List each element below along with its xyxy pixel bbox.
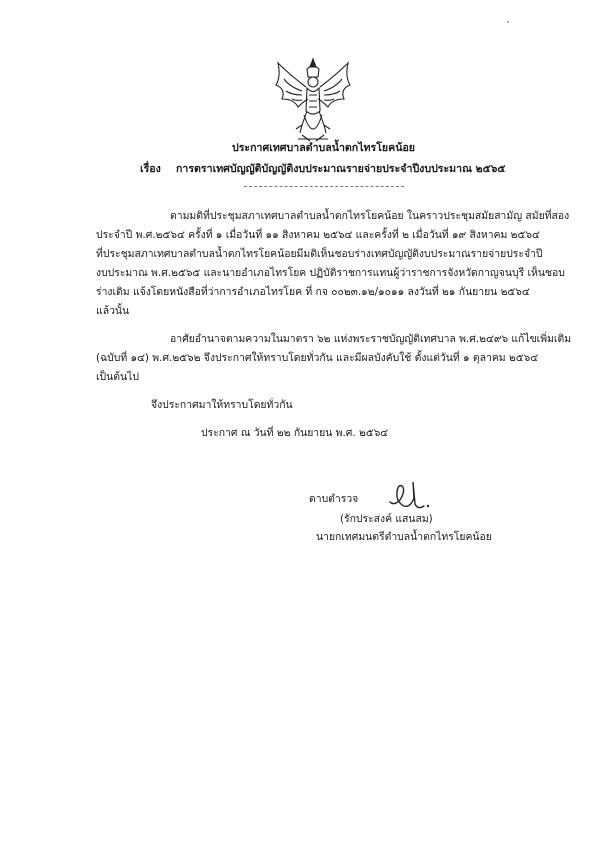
date-line: ประกาศ ณ วันที่ ๒๒ กันยายน พ.ศ. ๒๕๖๔ — [201, 427, 389, 439]
handwritten-signature — [380, 476, 440, 516]
para1-line: ร่างเดิม แจ้งโดยหนังสือที่ว่าการอำเภอไทรโยค ที่ กจ ๐๐๒๓.๑๒/๑๐๑๑ ลงวันที่ ๒๑ กันยายน ๒๕๖๔ — [96, 286, 530, 298]
scan-dot — [507, 21, 509, 23]
para1-line: ตามมติที่ประชุมสภาเทศบาลตำบลน้ำตกไทรโยคน้อย ในคราวประชุมสมัยสามัญ สมัยที่สอง — [170, 210, 570, 222]
para1-line: ที่ประชุมสภาเทศบาลตำบลน้ำตกไทรโยคน้อยมีมติเห็นชอบร่างเทศบัญญัติงบประมาณรายจ่ายประจำปี — [96, 248, 543, 260]
subject-text: การตราเทศบัญญัติบัญญัติงบประมาณรายจ่ายประจำปีงบประมาณ ๒๕๖๕ — [176, 163, 506, 175]
para1-line: แล้วนั้น — [96, 305, 130, 317]
signer-title: ดาบตำรวจ — [309, 493, 359, 505]
subject-label: เรื่อง — [140, 163, 161, 175]
header-divider — [244, 186, 404, 187]
announce-line: จึงประกาศมาให้ทราบโดยทั่วกัน — [151, 399, 293, 411]
para2-line: (ฉบับที่ ๑๔) พ.ศ.๒๕๖๒ จึงประกาศให้ทราบโดยทั่วกัน และมีผลบังคับใช้ ตั้งแต่วันที่ ๑ ตุลาคม ๒๕๖๔ — [96, 352, 539, 364]
para2-line: อาศัยอำนาจตามความในมาตรา ๖๒ แห่งพระราชบัญญัติเทศบาล พ.ศ.๒๔๙๖ แก้ไขเพิ่มเติม — [170, 333, 572, 345]
garuda-emblem-icon — [272, 55, 354, 145]
signer-position: นายกเทศมนตรีตำบลน้ำตกไทรโยคน้อย — [316, 531, 492, 543]
para2-line: เป็นต้นไป — [96, 371, 139, 383]
para1-line: งบประมาณ พ.ศ.๒๕๖๕ และนายอำเภอไทรโยค ปฏิบัติราชการแทนผู้ว่าราชการจังหวัดกาญจนบุรี เห็นชอบ — [96, 267, 565, 279]
signer-name: (รักประสงค์ แสนสม) — [340, 513, 433, 525]
notice-title: ประกาศเทศบาลตำบลน้ำตกไทรโยคน้อย — [232, 142, 416, 154]
para1-line: ประจำปี พ.ศ.๒๕๖๔ ครั้งที่ ๑ เมื่อวันที่ ๑๑ สิงหาคม ๒๕๖๔ และครั้งที่ ๒ เมื่อวันที่ ๑๙ สิงหาคม ๒๕๖๔ — [96, 229, 540, 241]
